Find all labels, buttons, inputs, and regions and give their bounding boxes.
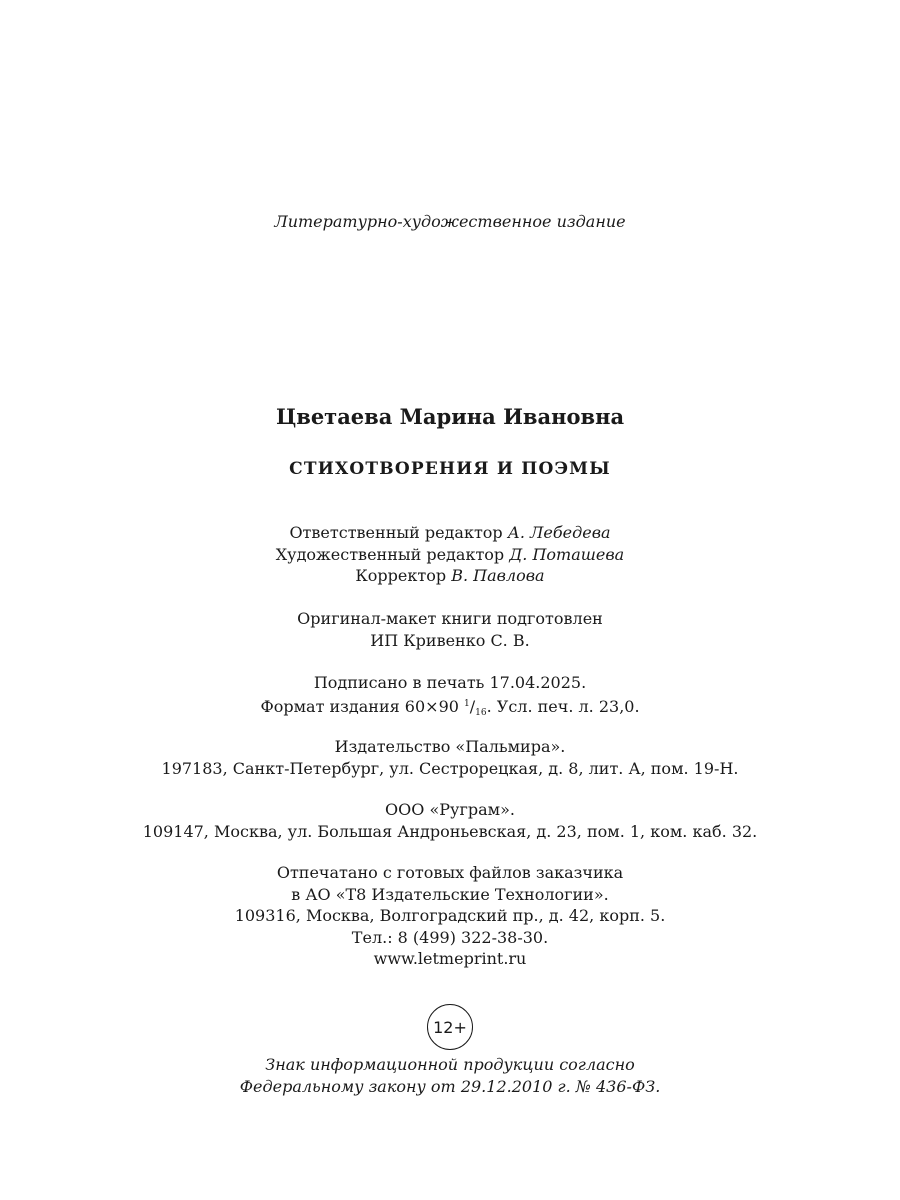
credit-name: Д. Поташева <box>509 544 625 564</box>
printer-phone: Тел.: 8 (499) 322-38-30. <box>351 927 549 947</box>
credit-art-editor: Художественный редактор Д. Поташева <box>275 544 625 564</box>
printer-website: www.letmeprint.ru <box>373 949 527 968</box>
signed-to-print: Подписано в печать 17.04.2025. <box>313 673 587 692</box>
book-title: СТИХОТВОРЕНИЯ И ПОЭМЫ <box>289 459 611 479</box>
layout-block <box>0 608 900 651</box>
credit-chief-editor: Ответственный редактор А. Лебедева <box>289 523 611 542</box>
legal-notice-line-1: Знак информационной продукции согласно <box>265 1055 635 1074</box>
printer-block <box>0 862 900 970</box>
author-name: Цветаева Марина Ивановна <box>275 404 625 429</box>
printer-address: 109316, Москва, Волгоградский пр., д. 42, корп. 5. <box>234 906 666 925</box>
credit-name: В. Павлова <box>451 566 545 585</box>
publisher-name: Издательство «Пальмира». <box>334 737 566 756</box>
distributor-name: ООО «Руграм». <box>385 800 515 819</box>
credits-block <box>0 522 900 587</box>
legal-notice-line-2: Федеральному закону от 29.12.2010 г. № 436-ФЗ. <box>239 1076 661 1096</box>
format-info: Формат издания 60×90 $^1/_{16}$. Усл. печ. л. 23,0. <box>260 696 640 718</box>
printer-line-2: в АО «Т8 Издательские Технологии». <box>291 884 609 904</box>
distributor-address: 109147, Москва, ул. Большая Андроньевская, д. 23, пом. 1, ком. каб. 32. <box>142 821 758 841</box>
layout-line-2: ИП Кривенко С. В. <box>370 630 530 650</box>
edition-type: Литературно-художественное издание <box>274 212 626 231</box>
legal-notice <box>0 1054 900 1097</box>
publisher-address: 197183, Санкт-Петербург, ул. Сестрорецкая, д. 8, лит. А, пом. 19-Н. <box>161 758 739 778</box>
publisher-block <box>0 736 900 779</box>
printer-line-1: Отпечатано с готовых файлов заказчика <box>276 863 624 882</box>
age-rating-badge: 12+ <box>427 1004 473 1050</box>
credit-name: А. Лебедева <box>507 523 611 542</box>
print-info-block <box>0 672 900 724</box>
distributor-block <box>0 799 900 842</box>
credit-proofreader: Корректор В. Павлова <box>355 566 545 585</box>
layout-line-1: Оригинал-макет книги подготовлен <box>297 609 603 628</box>
